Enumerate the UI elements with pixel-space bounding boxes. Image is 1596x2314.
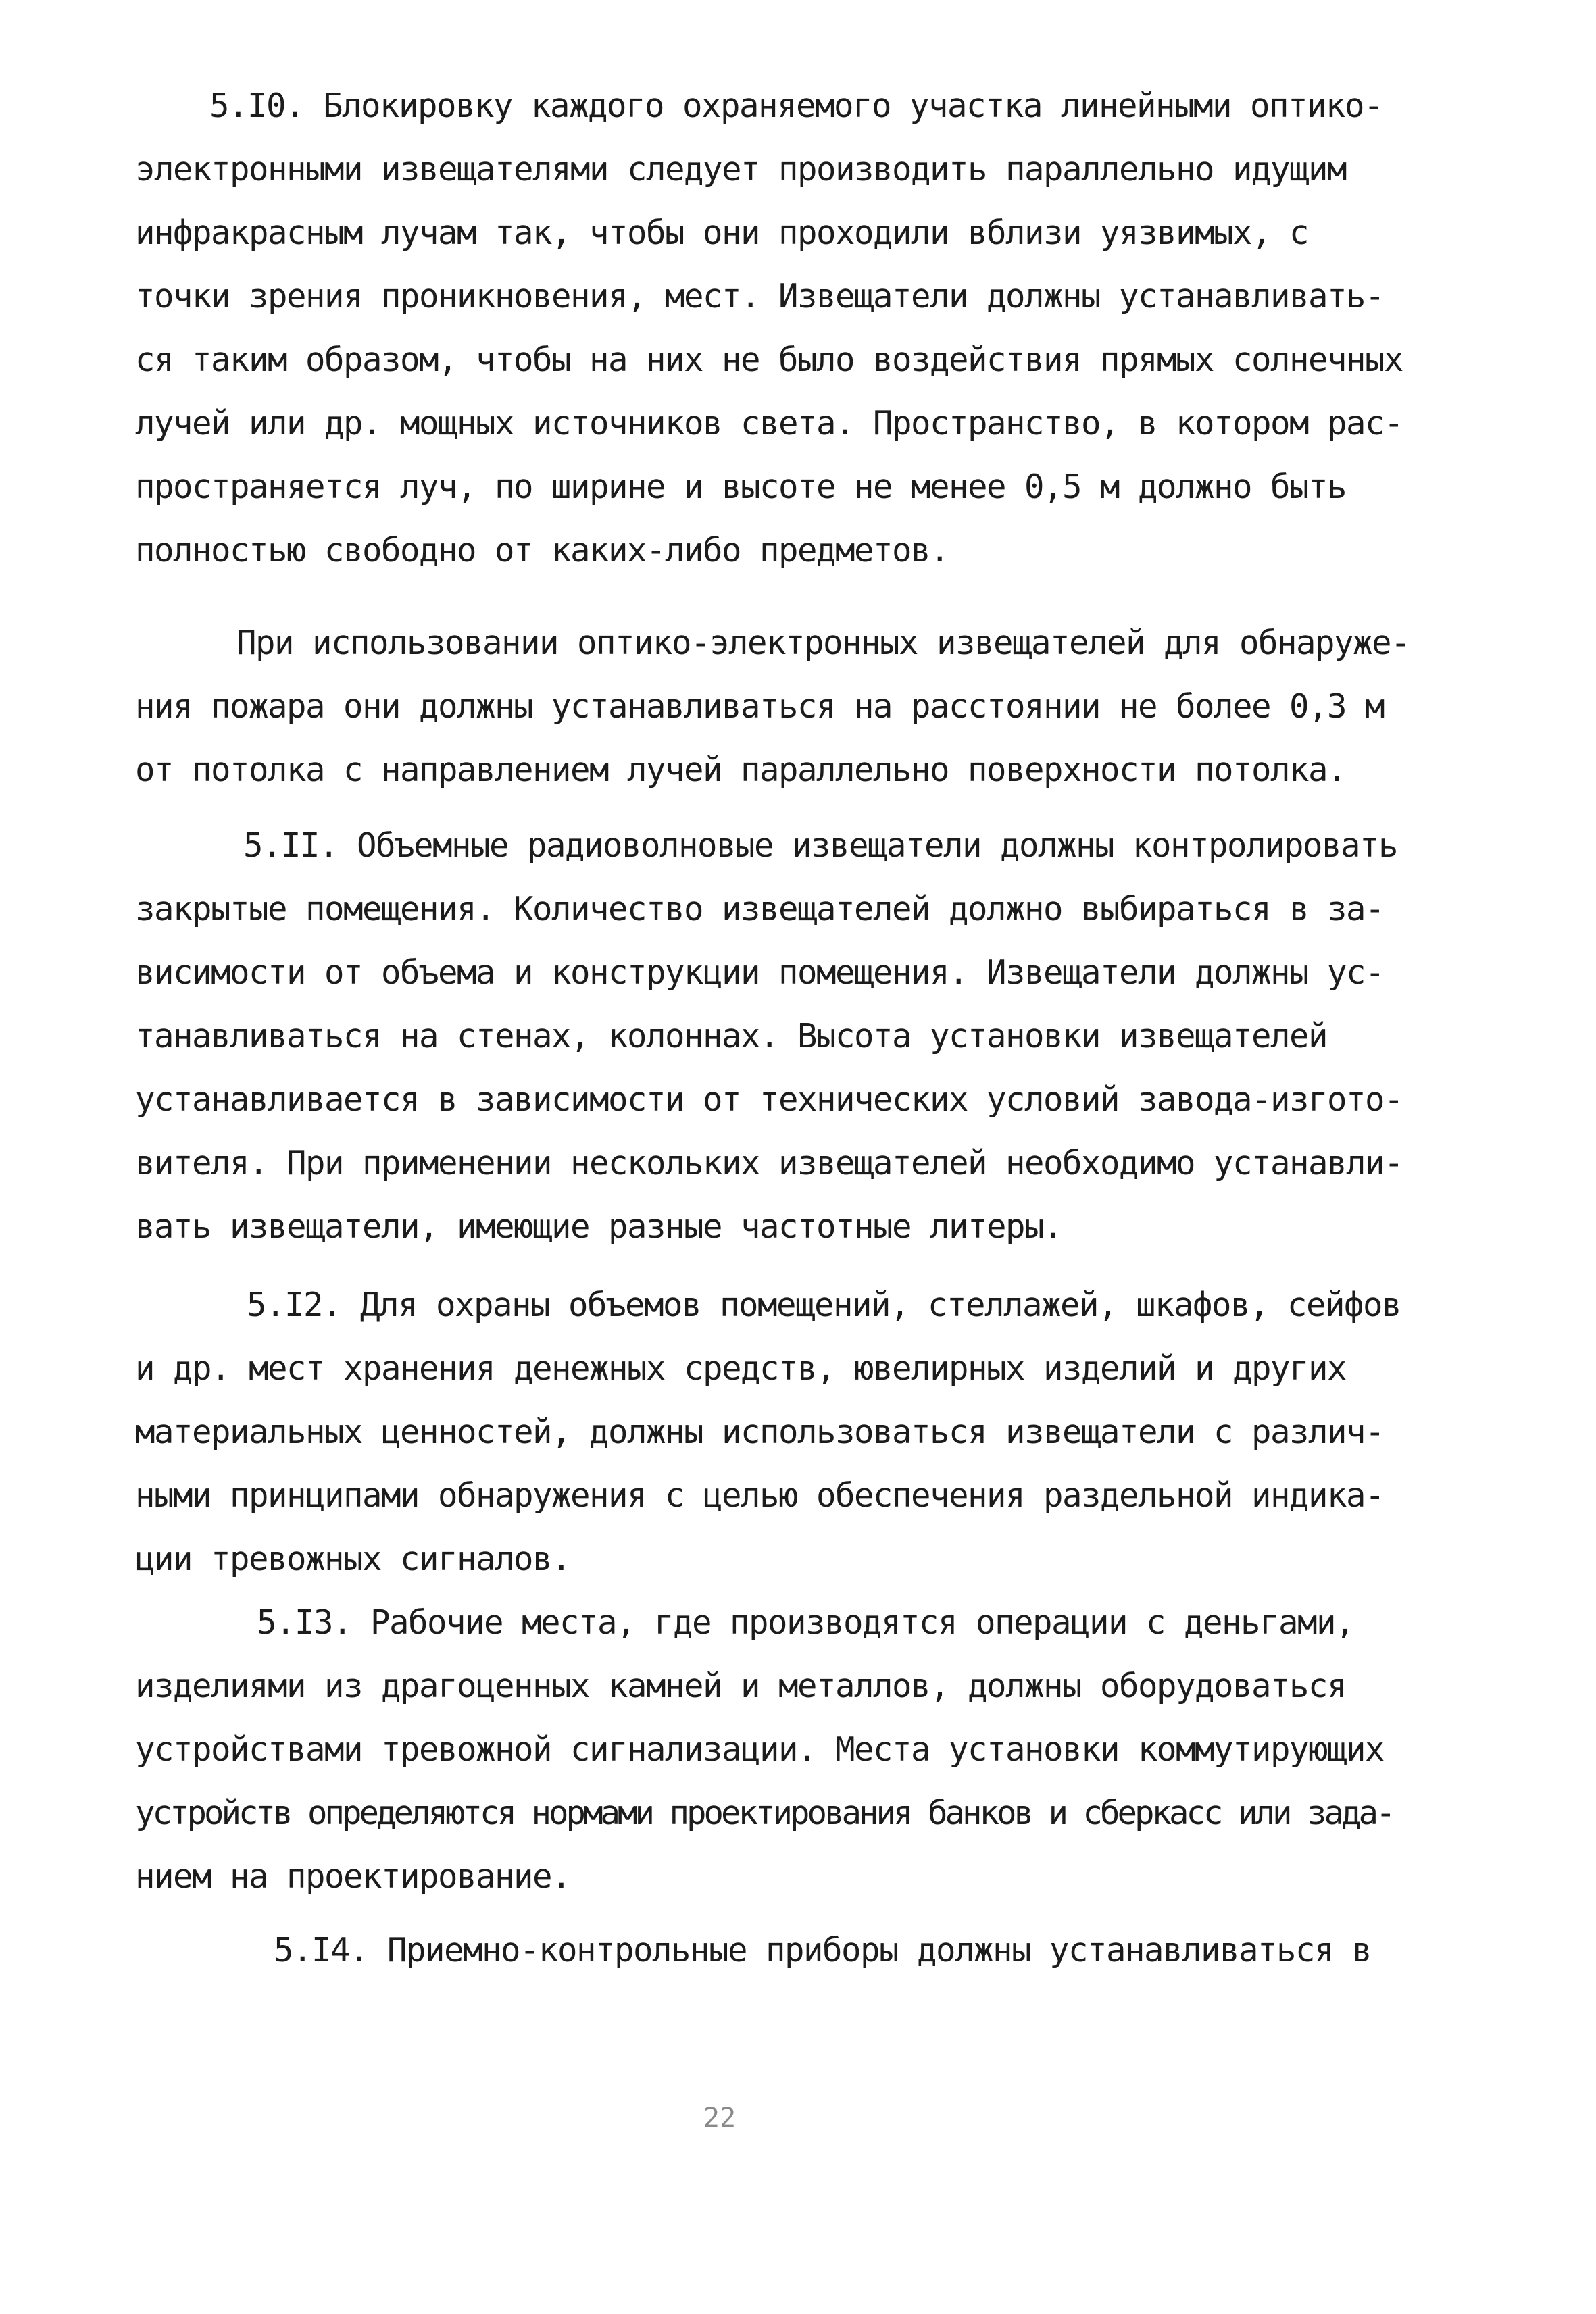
text-line: лучей или др. мощных источников света. Пространство, в котором рас- xyxy=(135,404,1403,443)
text-line: ции тревожных сигналов. xyxy=(135,1540,571,1578)
paragraph-5-14 xyxy=(135,1919,1507,1982)
paragraph-5-13 xyxy=(135,1591,1507,1909)
text-line: и др. мест хранения денежных средств, ювелирных изделий и других xyxy=(135,1349,1347,1388)
text-line: ными принципами обнаружения с целью обеспечения раздельной индика- xyxy=(135,1476,1385,1515)
text-line: от потолка с направлением лучей параллельно поверхности потолка. xyxy=(135,751,1347,789)
text-line: вать извещатели, имеющие разные частотные литеры. xyxy=(135,1207,1063,1246)
text-line: пространяется луч, по ширине и высоте не менее 0,5 м должно быть xyxy=(135,468,1347,506)
text-line: инфракрасным лучам так, чтобы они проходили вблизи уязвимых, с xyxy=(135,213,1309,252)
text-line: 5.I0. Блокировку каждого охраняемого участка линейными оптико- xyxy=(209,86,1383,125)
text-line: закрытые помещения. Количество извещателей должно выбираться в за- xyxy=(135,890,1385,928)
text-line: изделиями из драгоценных камней и металлов, должны оборудоваться xyxy=(135,1667,1347,1705)
text-line: 5.I3. Рабочие места, где производятся операции с деньгами, xyxy=(257,1603,1355,1642)
text-line: полностью свободно от каких-либо предметов. xyxy=(135,531,949,570)
text-line: вителя. При применении нескольких извещателей необходимо устанавли- xyxy=(135,1144,1403,1182)
text-line: материальных ценностей, должны использоваться извещатели с различ- xyxy=(135,1413,1385,1451)
text-line: При использовании оптико-электронных извещателей для обнаруже- xyxy=(236,624,1410,662)
text-line: устанавливается в зависимости от технических условий завода-изгото- xyxy=(135,1080,1403,1119)
paragraph-fire-detection xyxy=(135,611,1507,802)
text-line: ния пожара они должны устанавливаться на расстоянии не более 0,3 м xyxy=(135,687,1385,726)
paragraph-5-12 xyxy=(135,1274,1507,1591)
paragraph-5-10 xyxy=(135,74,1507,582)
text-line: висимости от объема и конструкции помещения. Извещатели должны ус- xyxy=(135,953,1385,992)
text-line: танавливаться на стенах, колоннах. Высота установки извещателей xyxy=(135,1017,1328,1055)
text-line: ся таким образом, чтобы на них не было воздействия прямых солнечных xyxy=(135,341,1403,379)
page-number: 22 xyxy=(703,2103,737,2134)
text-line: устройствами тревожной сигнализации. Места установки коммутирующих xyxy=(135,1730,1385,1769)
text-line: 5.II. Объемные радиоволновые извещатели должны контролировать xyxy=(243,826,1398,865)
text-line: нием на проектирование. xyxy=(135,1857,571,1896)
text-line: электронными извещателями следует производить параллельно идущим xyxy=(135,150,1347,188)
text-line: 5.I4. Приемно-контрольные приборы должны устанавливаться в xyxy=(274,1931,1372,1969)
text-line: 5.I2. Для охраны объемов помещений, стеллажей, шкафов, сейфов xyxy=(247,1286,1401,1324)
paragraph-5-11 xyxy=(135,814,1507,1259)
text-line: точки зрения проникновения, мест. Извещатели должны устанавливать- xyxy=(135,277,1385,316)
text-line: устройств определяются нормами проектирования банков и сберкасс или зада- xyxy=(135,1794,1393,1832)
